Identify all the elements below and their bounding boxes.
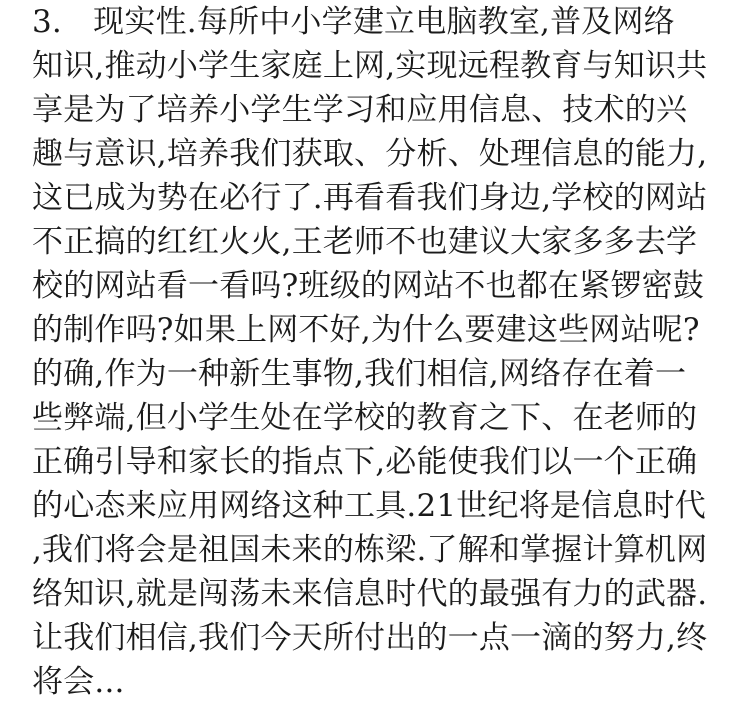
text-line-12: 的心态来应用网络这种工具.21世纪将是信息时代: [32, 488, 706, 524]
text-line-8: 的制作吗?如果上网不好,为什么要建这些网站呢?: [32, 312, 700, 348]
text-line-15: 让我们相信,我们今天所付出的一点一滴的努力,终: [32, 620, 708, 656]
text-line-1: 3. 现实性.每所中小学建立电脑教室,普及网络: [32, 4, 675, 40]
text-line-3: 享是为了培养小学生学习和应用信息、技术的兴: [32, 92, 688, 128]
text-line-10: 些弊端,但小学生处在学校的教育之下、在老师的: [32, 400, 698, 436]
text-line-13: ,我们将会是祖国未来的栋梁.了解和掌握计算机网: [32, 532, 708, 568]
text-line-11: 正确引导和家长的指点下,必能使我们以一个正确: [32, 444, 698, 480]
document-paragraph: [32, 0, 750, 704]
text-line-4: 趣与意识,培养我们获取、分析、处理信息的能力,: [32, 136, 708, 172]
text-line-9: 的确,作为一种新生事物,我们相信,网络存在着一: [32, 356, 687, 392]
text-line-6: 不正搞的红红火火,王老师不也建议大家多多去学: [32, 224, 698, 260]
text-line-2: 知识,推动小学生家庭上网,实现远程教育与知识共: [32, 48, 708, 84]
text-line-7: 校的网站看一看吗?班级的网站不也都在紧锣密鼓: [32, 268, 705, 304]
text-line-16: 将会...: [32, 664, 125, 700]
text-line-5: 这已成为势在必行了.再看看我们身边,学校的网站: [32, 180, 708, 216]
text-line-14: 络知识,就是闯荡未来信息时代的最强有力的武器.: [32, 576, 708, 612]
